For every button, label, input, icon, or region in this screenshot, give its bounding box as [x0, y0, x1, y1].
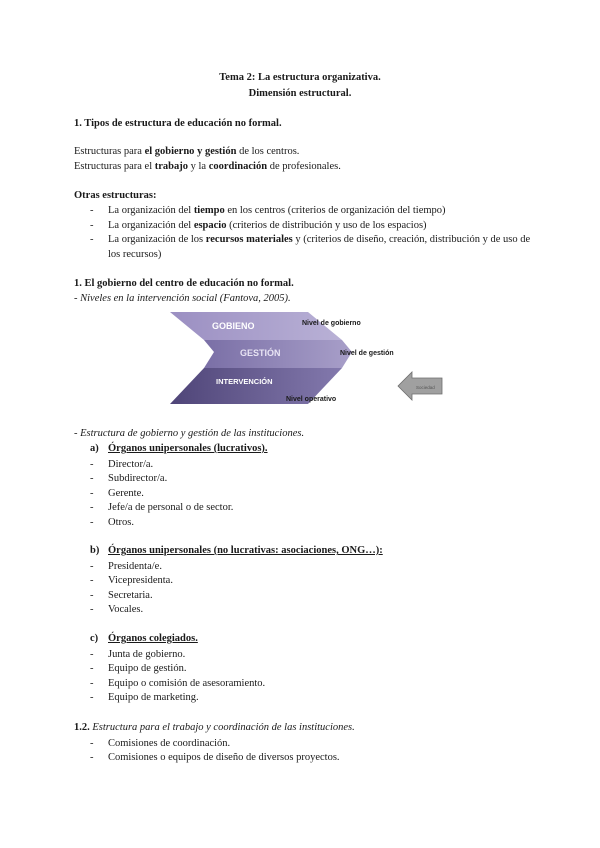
- list-item: - Jefe/a de personal o de sector.: [90, 502, 234, 513]
- list-item: - Secretaria.: [90, 590, 153, 601]
- list-item: - Presidenta/e.: [90, 561, 162, 572]
- level-gobierno-text: GOBIENO: [212, 321, 255, 331]
- doc-title-line2: Dimensión estructural.: [248, 88, 352, 99]
- list-item: - Equipo de gestión.: [90, 663, 187, 674]
- group-b-heading: b) Órganos unipersonales (no lucrativas: asociaciones, ONG…):: [90, 545, 383, 556]
- section1-heading: 1. Tipos de estructura de educación no formal.: [74, 118, 282, 129]
- label-nivel-gobierno: Nivel de gobierno: [302, 320, 361, 327]
- levels-diagram: [160, 310, 450, 410]
- list-item: - Equipo de marketing.: [90, 692, 199, 703]
- otras-heading: Otras estructuras:: [74, 190, 157, 201]
- list-item: - Comisiones o equipos de diseño de diversos proyectos.: [90, 752, 340, 763]
- section3-heading: 1.2. Estructura para el trabajo y coordinación de las instituciones.: [74, 722, 355, 733]
- list-item: - Subdirector/a.: [90, 473, 168, 484]
- section2-heading: 1. El gobierno del centro de educación no formal.: [74, 278, 294, 289]
- list-item: - Otros.: [90, 517, 134, 528]
- list-item: - Junta de gobierno.: [90, 649, 186, 660]
- estructura-subtitle: - Estructura de gobierno y gestión de las instituciones.: [74, 428, 305, 439]
- list-item: - Gerente.: [90, 488, 144, 499]
- list-item: - Comisiones de coordinación.: [90, 738, 231, 749]
- label-nivel-gestion: Nivel de gestión: [340, 350, 394, 357]
- list-item: - La organización del tiempo en los centros (criterios de organización del tiempo): [90, 205, 446, 216]
- group-a-heading: a) Órganos unipersonales (lucrativos).: [90, 443, 268, 454]
- level-gestion-text: GESTIÓN: [240, 348, 281, 358]
- section1-line1: Estructuras para el gobierno y gestión de los centros.: [74, 146, 300, 157]
- list-item: - Director/a.: [90, 459, 154, 470]
- label-nivel-operativo: Nivel operativo: [286, 396, 337, 403]
- section1-line2: Estructuras para el trabajo y la coordinación de profesionales.: [74, 161, 341, 172]
- list-item: - La organización de los recursos materiales y (criterios de diseño, creación, distribución y de uso de los recursos): [90, 234, 531, 260]
- section2-subtitle: - Niveles en la intervención social (Fantova, 2005).: [74, 293, 291, 304]
- list-item: - Vicepresidenta.: [90, 575, 173, 586]
- sociedad-arrow-text: Sociedad: [416, 385, 435, 390]
- level-intervencion-text: INTERVENCIÓN: [216, 377, 273, 386]
- list-item: - Equipo o comisión de asesoramiento.: [90, 678, 266, 689]
- doc-title-line1: Tema 2: La estructura organizativa.: [219, 72, 381, 83]
- list-item: - Vocales.: [90, 604, 144, 615]
- group-c-heading: c) Órganos colegiados.: [90, 633, 198, 644]
- list-item: - La organización del espacio (criterios de distribución y uso de los espacios): [90, 220, 427, 231]
